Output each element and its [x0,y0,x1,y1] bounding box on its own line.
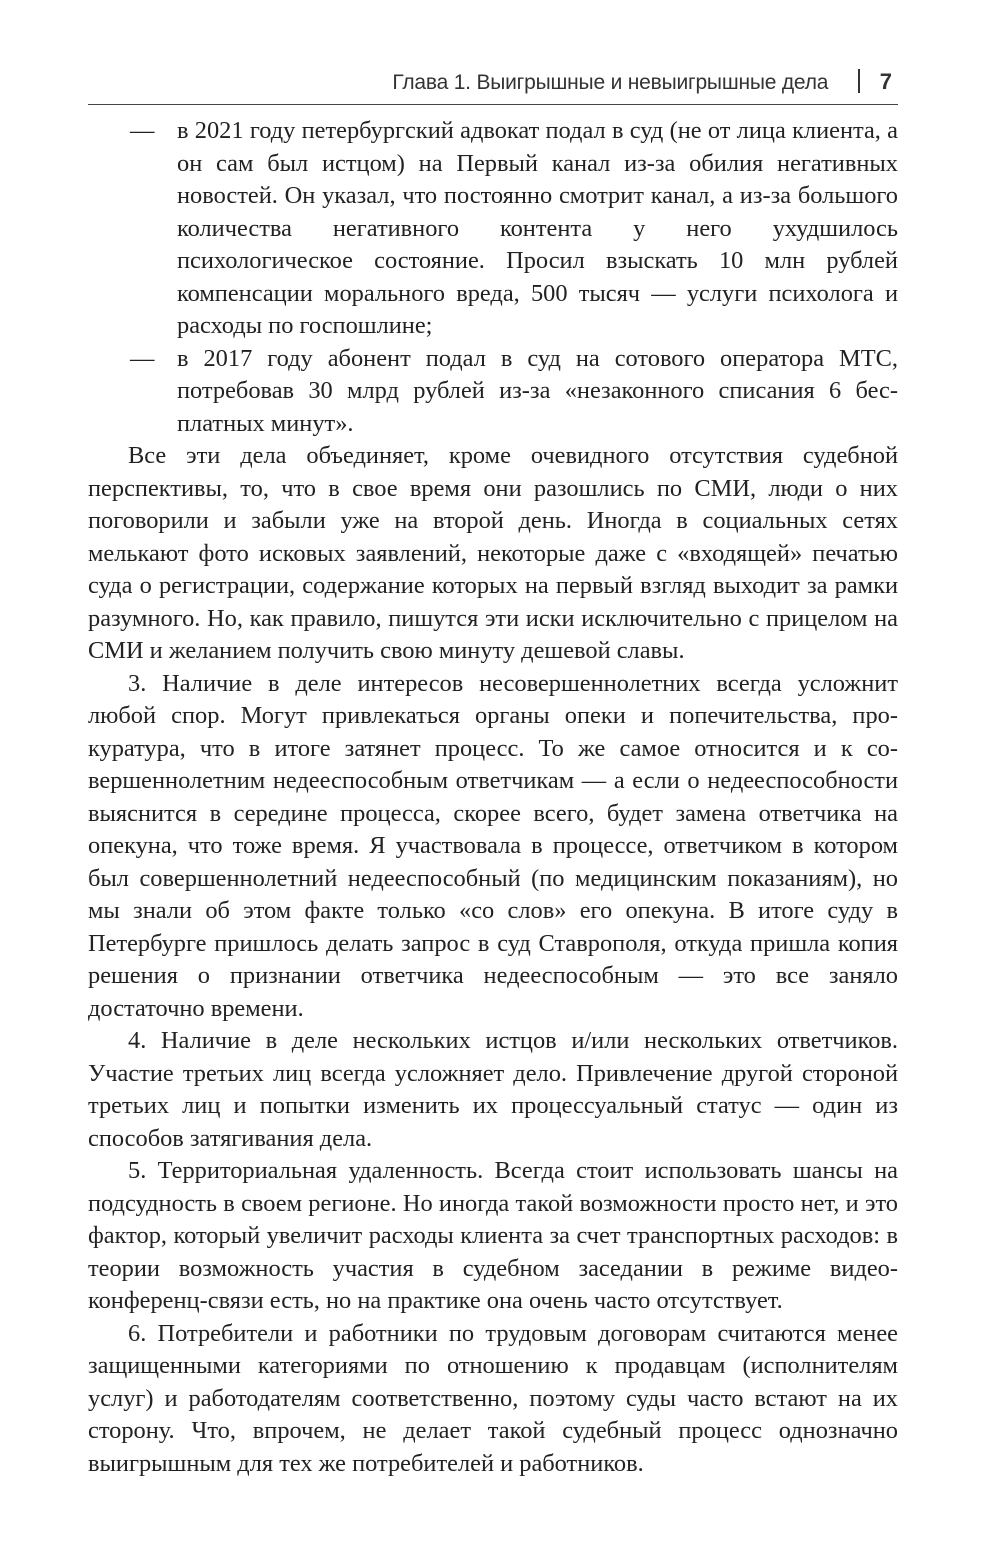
bullet-item [88,115,898,343]
paragraph-item-3: 3. Наличие в деле интересов несовершеннолетних всегда усложнит любой спор. Могут привлекаться органы опеки и попечительства, прокуратура, что в итоге затянет процесс. То же самое относится и к совершеннолетним недееспособным ответчикам — а если о недееспособности выяснится в середине процесса, скорее всего, будет замена ответчика на опекуна, что тоже время. Я участвовала в процессе, ответчиком в котором был совершеннолетний недееспособный (по медицинским показаниям), но мы знали об этом факте только «со слов» его опекуна. В итоге суду в Петербурге пришлось делать запрос в суд Ставрополя, откуда пришла копия решения о признании ответчика недееспособным — это все заняло достаточно времени. [88,669,898,1022]
bullet-text: в 2021 году петербургский адвокат подал в суд (не от лица клиента, а он сам был истцом) на Первый канал из-за обилия негативных новостей. Он указал, что постоянно смотрит канал, а из-за большого количества негативного контента у него ухудшилось психологическое состояние. Просил взыскать 10 млн рублей компенсации морального вреда, 500 тысяч — услуги психолога и расходы по госпошлине; [177,117,898,339]
header-separator [858,69,860,93]
book-page [88,60,898,1480]
bullet-item [88,343,898,441]
bullet-dash: — [130,344,155,372]
page-number: 7 [879,69,892,94]
paragraph-item-6: 6. Потребители и работники по трудовым договорам считаются менее защищенными категориями по отношению к продавцам (исполнителям услуг) и работодателям соответственно, поэтому суды часто встают на их сторону. Что, впрочем, не делает такой судебный процесс однозначно выигрышным для тех же потребителей и работников. [88,1319,898,1477]
body-text [88,115,898,1480]
chapter-title: Глава 1. Выигрышные и невыигрышные дела [392,71,829,94]
bullet-text: в 2017 году абонент подал в суд на сотового оператора МТС, потребовав 30 млрд рублей из-за «незаконного списания 6 бесплатных минут». [177,344,898,437]
paragraph-summary: Все эти дела объединяет, кроме очевидного отсутствия судебной перспективы, то, что в свое время они разошлись по СМИ, люди о них поговорили и забыли уже на второй день. Иногда в социальных сетях мелькают фото исковых заявлений, некоторые даже с «входящей» печатью суда о регистрации, содержание которых на первый взгляд выходит за рамки разумного. Но, как правило, пишутся эти иски исключительно с прицелом на СМИ и желанием получить свою минуту дешевой славы. [88,442,898,664]
bullet-dash: — [130,117,155,144]
paragraph-item-5: 5. Территориальная удаленность. Всегда стоит использовать шансы на подсудность в своем регионе. Но иногда такой возможности просто нет, и это фактор, который увеличит расходы клиента за счет транспортных расходов: в теории возможность участия в судебном заседании в режиме видео-конференц-связи есть, но на практике она очень часто отсутствует. [88,1157,898,1314]
paragraph-item-4: 4. Наличие в деле нескольких истцов и/или нескольких ответчиков. Участие третьих лиц всегда усложняет дело. Привлечение другой стороной третьих лиц и попытки изменить их процессуальный статус — один из способов затягивания дела. [88,1027,898,1152]
running-header [88,60,898,105]
